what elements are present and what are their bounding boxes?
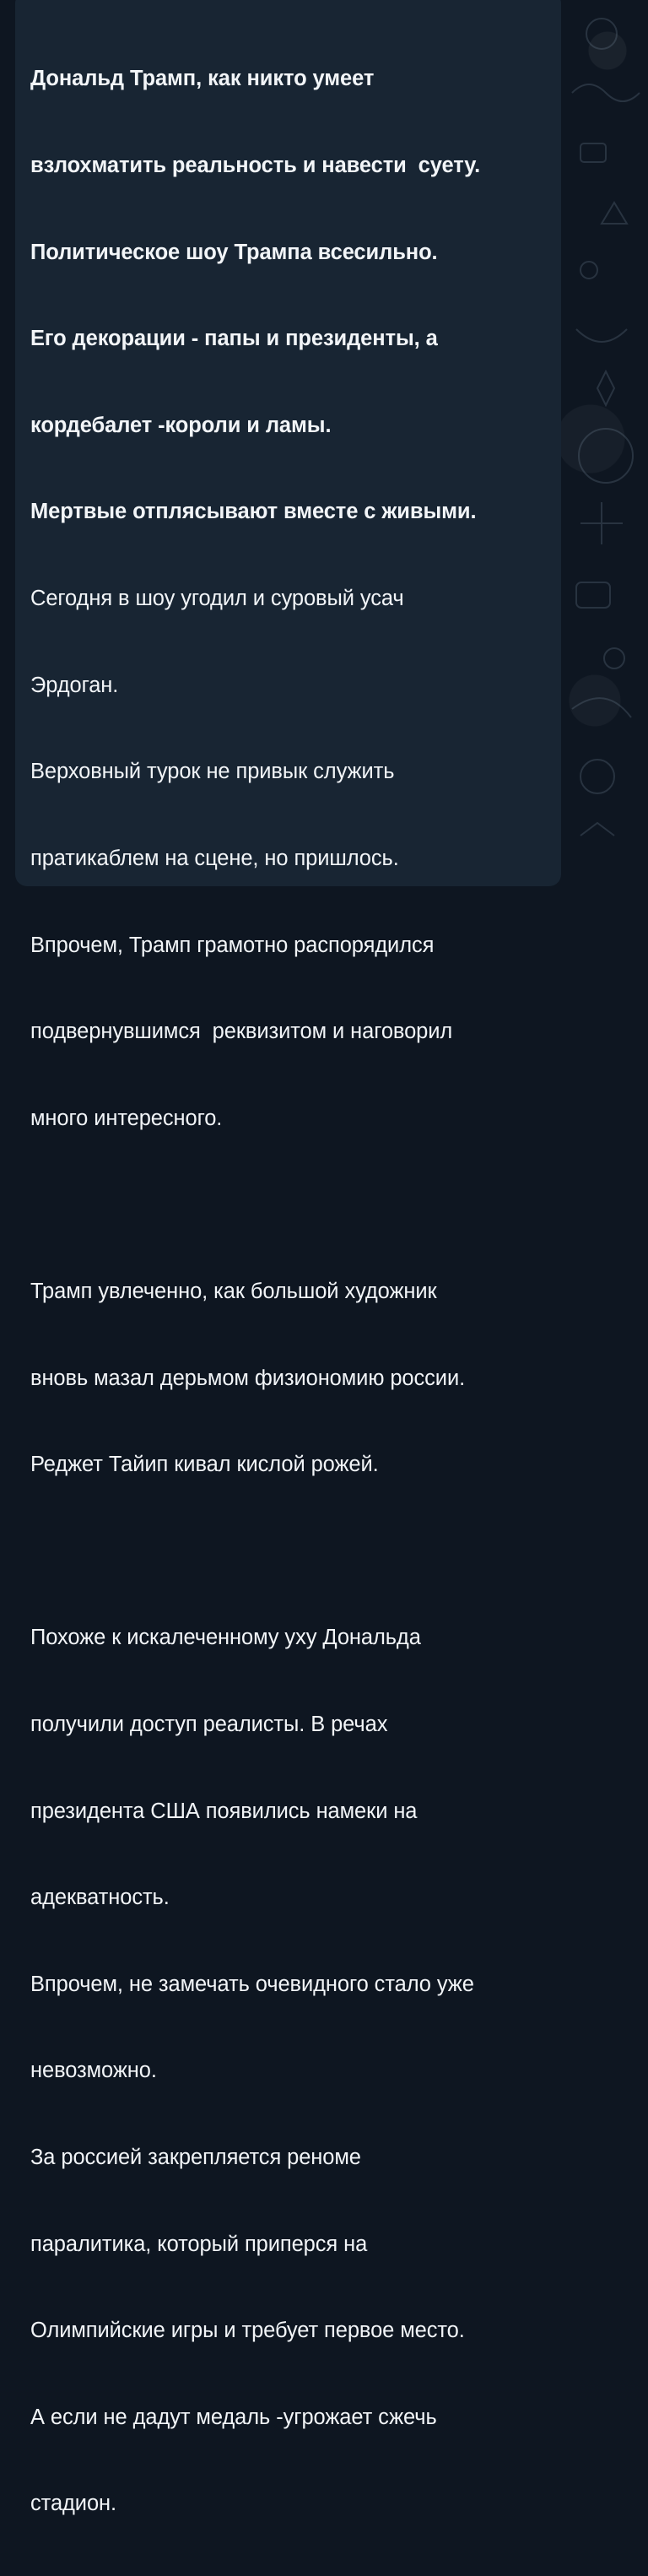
- message-line: Дональд Трамп, как никто умеет: [30, 67, 375, 91]
- message-line: Трамп увлеченно, как большой художник: [30, 1279, 437, 1303]
- message-line: получили доступ реалисты. В речах: [30, 1712, 388, 1736]
- message-line: взлохматить реальность и навести суету.: [30, 154, 481, 178]
- message-line: Олимпийские игры и требует первое место.: [30, 2319, 465, 2343]
- message-line: адекватность.: [30, 1886, 170, 1910]
- message-bubble[interactable]: [15, 0, 561, 2516]
- message-line: вновь мазал дерьмом физиономию россии.: [30, 1366, 466, 1390]
- message-line: Сегодня в шоу угодил и суровый усач: [30, 587, 404, 611]
- message-line: За россией закрепляется реноме: [30, 2146, 361, 2169]
- message-line: Политическое шоу Трампа всесильно.: [30, 240, 438, 264]
- background-doodle-icons: [555, 0, 648, 864]
- message-line: Эрдоган.: [30, 673, 119, 697]
- message-line: кордебалет -короли и ламы.: [30, 413, 332, 437]
- message-line: много интересного.: [30, 1106, 223, 1130]
- message-line: Реджет Тайип кивал кислой рожей.: [30, 1453, 379, 1477]
- message-line: невозможно.: [30, 2059, 157, 2083]
- message-line: Мертвые отплясывают вместе с живыми.: [30, 500, 477, 524]
- message-line: паралитика, который приперся на: [30, 2232, 368, 2256]
- message-line: Впрочем, не замечать очевидного стало уже: [30, 1972, 474, 1996]
- message-line: Его декорации - папы и президенты, а: [30, 327, 438, 351]
- message-line: [30, 1537, 548, 1566]
- message-line: [30, 1190, 548, 1219]
- message-line: Впрочем, Трамп грамотно распорядился: [30, 933, 435, 957]
- message-line: подвернувшимся реквизитом и наговорил: [30, 1020, 453, 1044]
- message-line: стадион.: [30, 2492, 116, 2516]
- message-line: Верховный турок не привык служить: [30, 760, 395, 784]
- message-line: президента США появились намеки на: [30, 1799, 418, 1823]
- message-line: пратикаблем на сцене, но пришлось.: [30, 846, 399, 870]
- message-text: [30, 7, 548, 2576]
- message-line: Похоже к искалеченному уху Дональда: [30, 1626, 421, 1650]
- message-line: А если не дадут медаль -угрожает сжечь: [30, 2405, 437, 2429]
